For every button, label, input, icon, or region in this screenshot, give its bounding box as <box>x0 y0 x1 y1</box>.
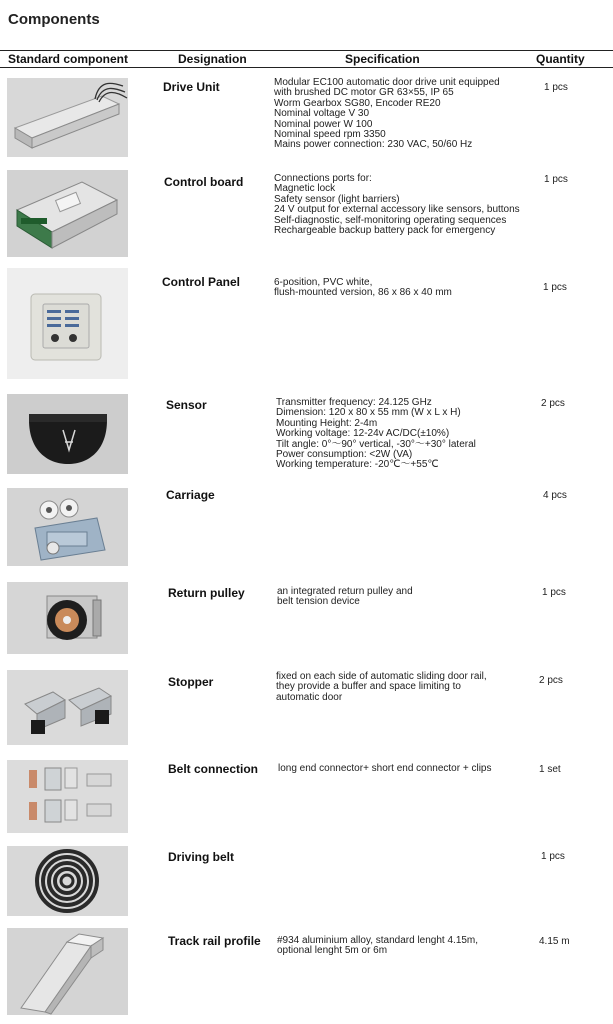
quantity-control-panel: 1 pcs <box>543 282 567 293</box>
spec-line: Self-diagnostic, self-monitoring operating sequences <box>274 214 507 226</box>
designation-control-board: Control board <box>164 175 244 189</box>
spec-line: Nominal speed rpm 3350 <box>274 129 386 141</box>
spec-line: Rechargeable backup battery pack for emergency <box>274 225 496 237</box>
quantity-drive-unit: 1 pcs <box>544 82 568 93</box>
header-specification: Specification <box>345 52 420 66</box>
spec-control-board <box>274 174 520 236</box>
spec-line: belt tension device <box>277 596 360 608</box>
spec-line: Working temperature: -20℃～+55℃ <box>276 459 439 471</box>
spec-line: Nominal power W 100 <box>274 118 373 130</box>
spec-line: Power consumption: <2W (VA) <box>276 449 413 461</box>
designation-drive-unit: Drive Unit <box>163 80 220 94</box>
quantity-sensor: 2 pcs <box>541 398 565 409</box>
spec-line: Connections ports for: <box>274 173 372 184</box>
spec-line: Mounting Height: 2-4m <box>276 417 378 429</box>
spec-line: Tilt angle: 0°～90° vertical, -30°～+30° lateral <box>276 438 476 450</box>
quantity-control-board: 1 pcs <box>544 174 568 185</box>
spec-line: Nominal voltage V 30 <box>274 108 370 120</box>
control-panel-photo <box>7 268 128 379</box>
spec-line: with brushed DC motor GR 63×55, IP 65 <box>274 87 454 99</box>
quantity-stopper: 2 pcs <box>539 675 563 686</box>
spec-sensor <box>276 398 476 471</box>
designation-driving-belt: Driving belt <box>168 850 235 864</box>
spec-belt-connection <box>278 764 491 774</box>
track-rail-photo <box>7 928 128 1015</box>
header-designation: Designation <box>178 52 247 66</box>
designation-return-pulley: Return pulley <box>168 586 245 600</box>
return-pulley-photo <box>7 582 128 654</box>
quantity-carriage: 4 pcs <box>543 490 567 501</box>
spec-line: they provide a buffer and space limiting to <box>276 681 461 693</box>
spec-control-panel <box>274 278 452 299</box>
belt-connection-photo <box>7 760 128 833</box>
spec-line: optional lenght 5m or 6m <box>277 945 388 957</box>
designation-belt-connection: Belt connection <box>168 762 259 776</box>
designation-track-rail-profile: Track rail profile <box>168 934 261 948</box>
designation-carriage: Carriage <box>166 488 215 502</box>
spec-line: flush-mounted version, 86 x 86 x 40 mm <box>274 287 452 299</box>
spec-line: Mains power connection: 230 VAC, 50/60 Hz <box>274 139 473 151</box>
spec-line: Dimension: 120 x 80 x 55 mm (W x L x H) <box>276 407 461 419</box>
quantity-return-pulley: 1 pcs <box>542 587 566 598</box>
quantity-track-rail-profile: 4.15 m <box>539 936 570 947</box>
drive-unit-photo <box>7 78 128 157</box>
spec-line: fixed on each side of automatic sliding door rail, <box>276 671 487 682</box>
driving-belt-photo <box>7 846 128 916</box>
spec-track-rail-profile <box>277 936 478 957</box>
spec-line: Modular EC100 automatic door drive unit equipped <box>274 77 500 88</box>
spec-drive-unit <box>274 78 500 151</box>
spec-line: Magnetic lock <box>274 183 336 195</box>
spec-line: 24 V output for external accessory like sensors, buttons <box>274 204 520 216</box>
spec-line: #934 aluminium alloy, standard lenght 4.15m, <box>277 935 479 946</box>
page-title: Components <box>8 11 100 28</box>
spec-line: Transmitter frequency: 24.125 GHz <box>276 397 432 408</box>
designation-control-panel: Control Panel <box>162 275 241 289</box>
spec-line: long end connector+ short end connector + clips <box>278 763 492 774</box>
spec-line: an integrated return pulley and <box>277 586 413 597</box>
designation-stopper: Stopper <box>168 675 214 689</box>
designation-sensor: Sensor <box>166 398 207 412</box>
control-board-photo <box>7 170 128 257</box>
quantity-driving-belt: 1 pcs <box>541 851 565 862</box>
table-header <box>0 50 613 68</box>
carriage-photo <box>7 488 128 566</box>
spec-line: Safety sensor (light barriers) <box>274 193 400 205</box>
header-standard-component: Standard component <box>8 52 129 66</box>
stopper-photo <box>7 670 128 745</box>
quantity-belt-connection: 1 set <box>539 764 561 775</box>
spec-line: Worm Gearbox SG80, Encoder RE20 <box>274 97 441 109</box>
spec-stopper <box>276 672 487 703</box>
spec-line: Working voltage: 12-24v AC/DC(±10%) <box>276 428 450 440</box>
header-quantity: Quantity <box>536 52 585 66</box>
spec-line: automatic door <box>276 691 343 703</box>
spec-line: 6-position, PVC white, <box>274 277 373 288</box>
spec-return-pulley <box>277 587 413 608</box>
sensor-photo <box>7 394 128 474</box>
